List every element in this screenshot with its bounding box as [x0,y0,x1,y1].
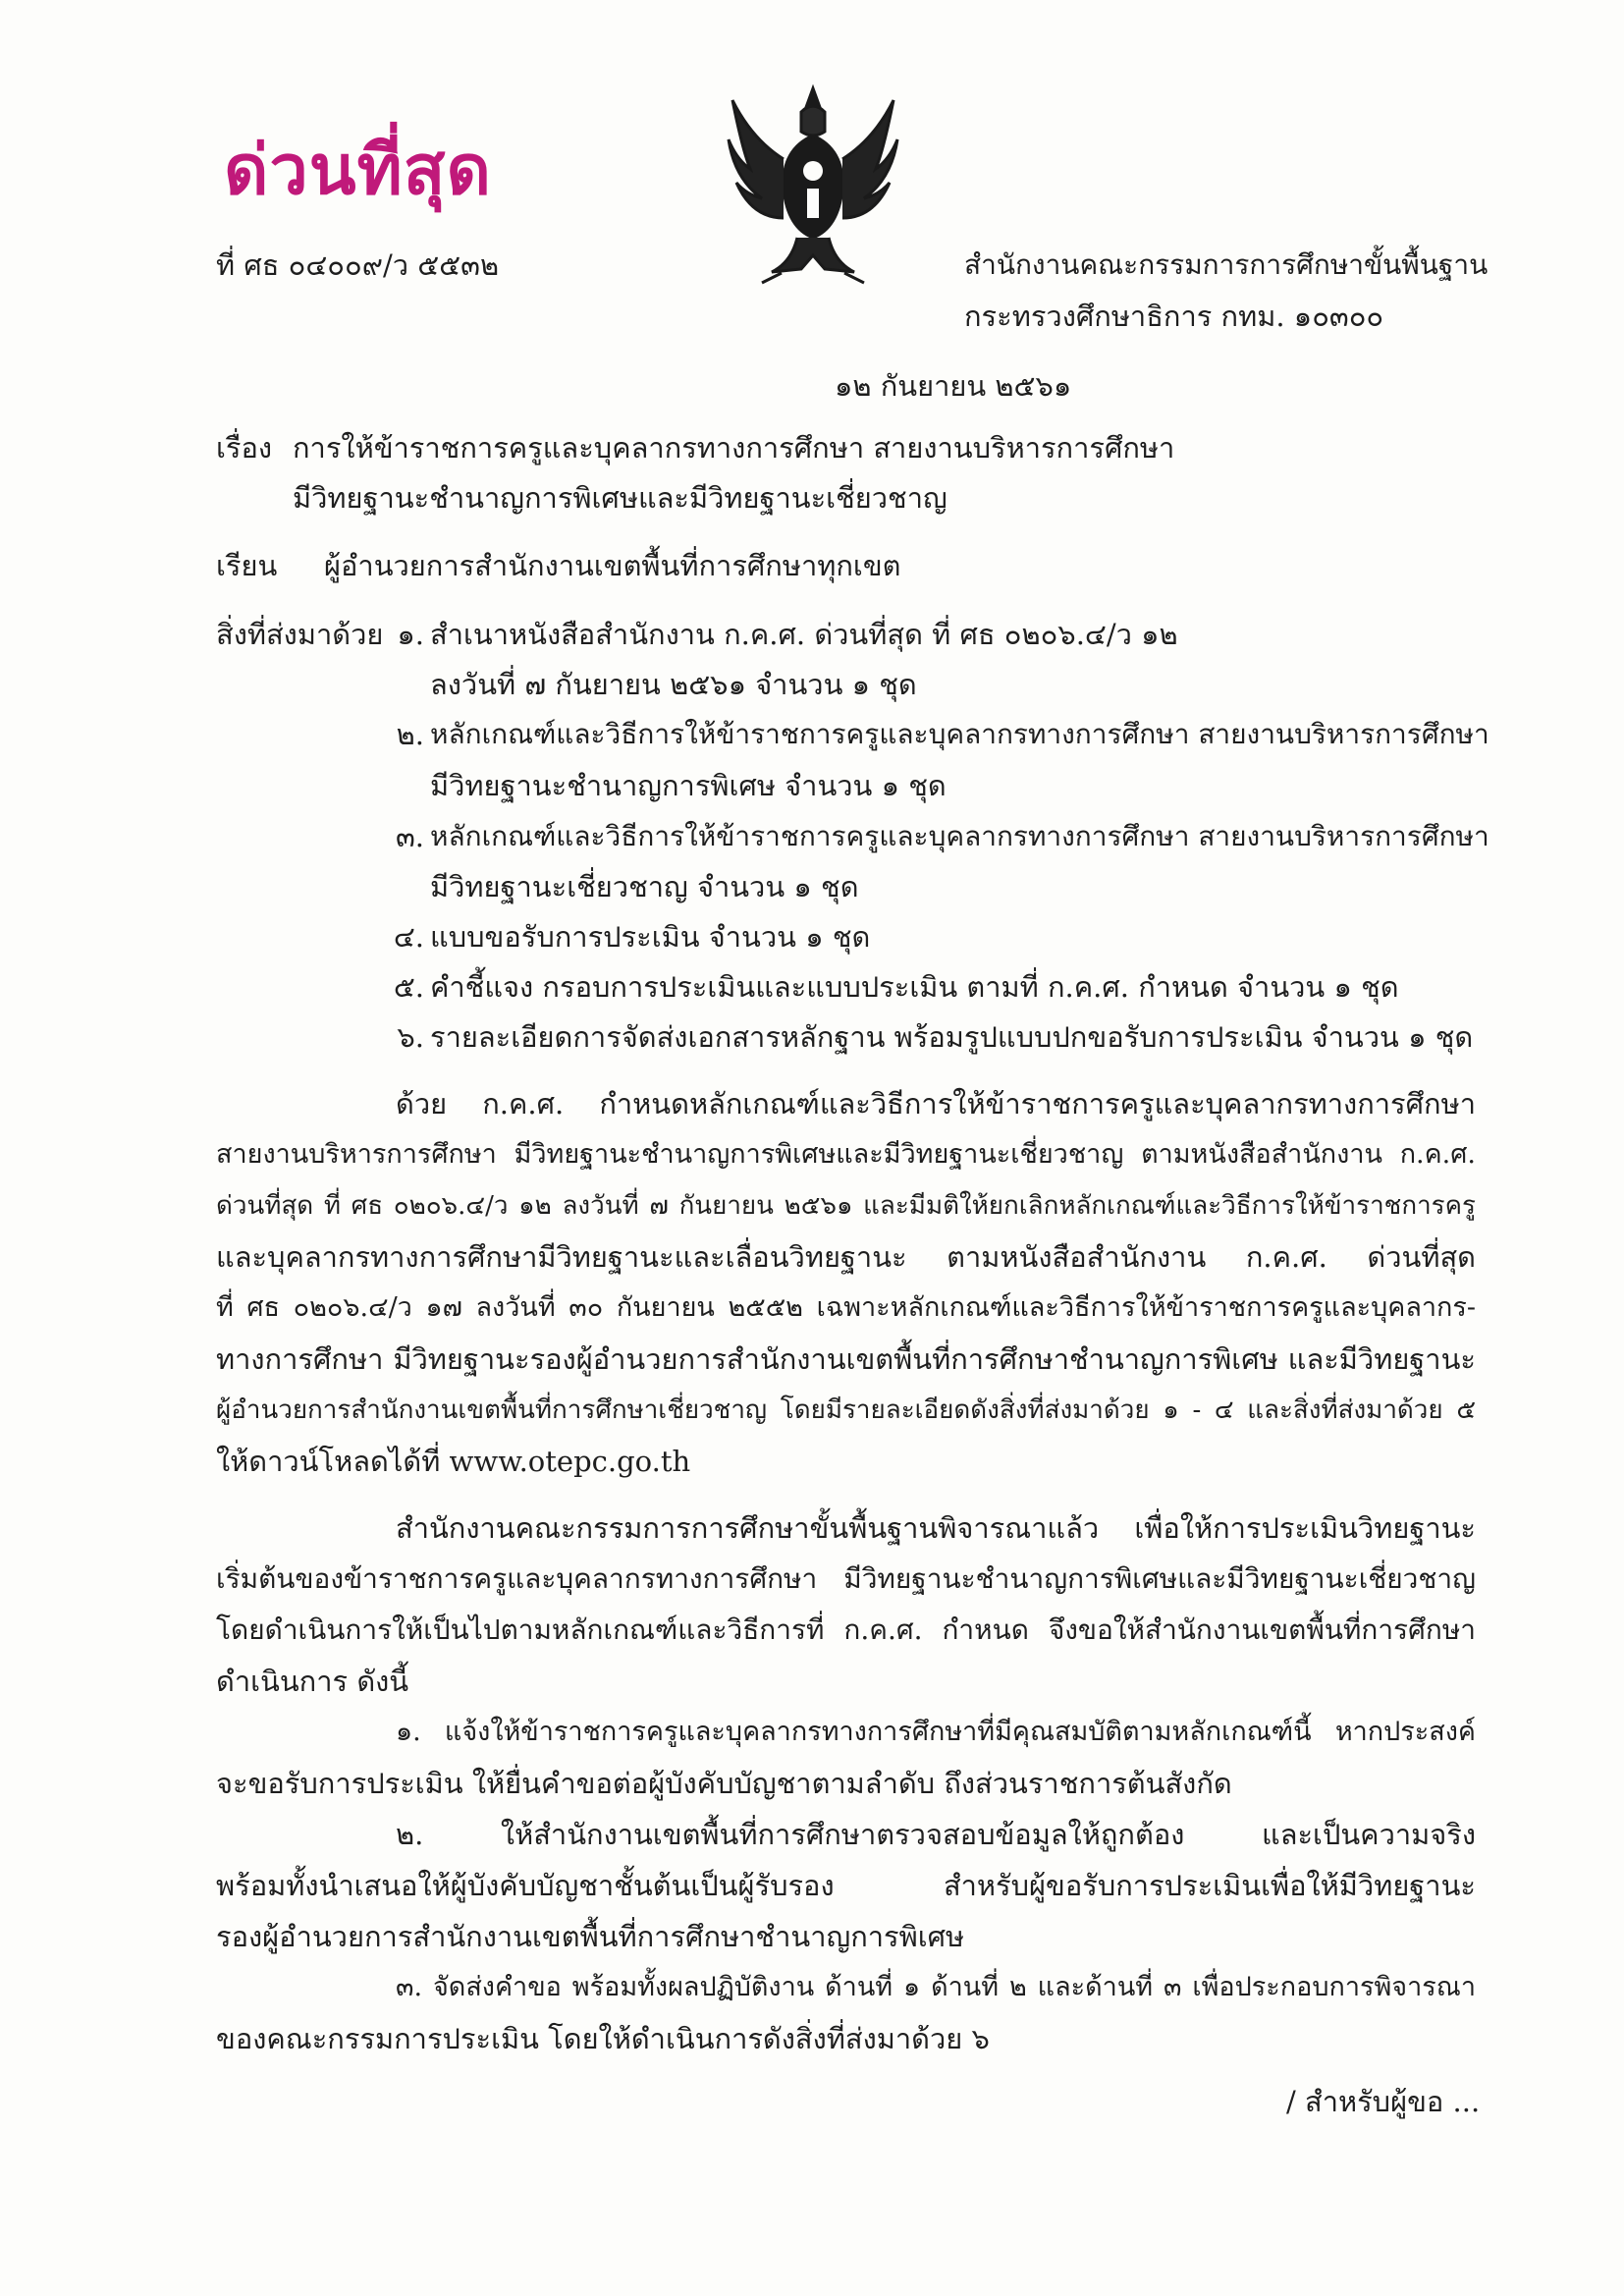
organization-name: สำนักงานคณะกรรมการการศึกษาขั้นพื้นฐาน [964,248,1489,281]
enclosure-text: คำชี้แจง กรอบการประเมินและแบบประเมิน ตามที่ ก.ค.ศ. กำหนด จำนวน ๑ ชุด [430,970,1399,1004]
continuation-note: / สำหรับผู้ขอ ... [1286,2085,1481,2118]
enclosure-text: แบบขอรับการประเมิน จำนวน ๑ ชุด [430,920,871,954]
enclosure-number: ๒. [396,718,424,751]
action-item-line: พร้อมทั้งนำเสนอให้ผู้บังคับบัญชาชั้นต้นเป็นผู้รับรอง สำหรับผู้ขอรับการประเมินเพื่อให้มีวิทยฐานะ [216,1869,1476,1902]
enclosures-label: สิ่งที่ส่งมาด้วย [216,618,384,651]
subject-line-2: มีวิทยฐานะชำนาญการพิเศษและมีวิทยฐานะเชี่ยวชาญ [293,481,947,515]
enclosure-text: สำเนาหนังสือสำนักงาน ก.ค.ศ. ด่วนที่สุด ที่ ศธ ๐๒๐๖.๔/ว ๑๒ [430,618,1178,651]
paragraph-line: ที่ ศธ ๐๒๐๖.๔/ว ๑๗ ลงวันที่ ๓๐ กันยายน ๒๕๕๒ เฉพาะหลักเกณฑ์และวิธีการให้ข้าราชการครูและบุคลากร- [216,1292,1476,1323]
enclosure-number: ๓. [395,820,424,853]
document-date: ๑๒ กันยายน ๒๕๖๑ [835,369,1072,403]
action-item-line: จะขอรับการประเมิน ให้ยื่นคำขอต่อผู้บังคับบัญชาตามลำดับ ถึงส่วนราชการต้นสังกัด [216,1767,1232,1800]
paragraph-line: ด่วนที่สุด ที่ ศธ ๐๒๐๖.๔/ว ๑๒ ลงวันที่ ๗ กันยายน ๒๕๖๑ และมีมติให้ยกเลิกหลักเกณฑ์และวิธีการให้ข้าราชการครู [216,1191,1476,1221]
enclosure-number: ๔. [393,920,424,954]
action-item-line: รองผู้อำนวยการสำนักงานเขตพื้นที่การศึกษาชำนาญการพิเศษ [216,1920,965,1953]
enclosure-text: รายละเอียดการจัดส่งเอกสารหลักฐาน พร้อมรูปแบบปกขอรับการประเมิน จำนวน ๑ ชุด [430,1020,1474,1054]
paragraph-line: เริ่มต้นของข้าราชการครูและบุคลากรทางการศึกษา มีวิทยฐานะชำนาญการพิเศษและมีวิทยฐานะเชี่ยวชาญ [216,1562,1476,1595]
paragraph-line: สำนักงานคณะกรรมการการศึกษาขั้นพื้นฐานพิจารณาแล้ว เพื่อให้การประเมินวิทยฐานะ [396,1511,1476,1545]
action-item-line: ๑. แจ้งให้ข้าราชการครูและบุคลากรทางการศึกษาที่มีคุณสมบัติตามหลักเกณฑ์นี้ หากประสงค์ [396,1717,1476,1747]
action-item-line: ๒. ให้สำนักงานเขตพื้นที่การศึกษาตรวจสอบข้อมูลให้ถูกต้อง และเป็นความจริง [396,1818,1476,1851]
paragraph-line: ด้วย ก.ค.ศ. กำหนดหลักเกณฑ์และวิธีการให้ข้าราชการครูและบุคลากรทางการศึกษา [396,1087,1476,1121]
paragraph-line: ให้ดาวน์โหลดได้ที่ www.otepc.go.th [216,1445,691,1478]
paragraph-line: ทางการศึกษา มีวิทยฐานะรองผู้อำนวยการสำนักงานเขตพื้นที่การศึกษาชำนาญการพิเศษ และมีวิทยฐานะ [216,1342,1476,1376]
enclosure-text: หลักเกณฑ์และวิธีการให้ข้าราชการครูและบุคลากรทางการศึกษา สายงานบริหารการศึกษา [430,718,1489,750]
enclosure-text: มีวิทยฐานะเชี่ยวชาญ จำนวน ๑ ชุด [430,870,859,903]
garuda-emblem-icon [723,81,903,287]
action-item-line: ของคณะกรรมการประเมิน โดยให้ดำเนินการดังสิ่งที่ส่งมาด้วย ๖ [216,2022,990,2055]
organization-address: กระทรวงศึกษาธิการ กทม. ๑๐๓๐๐ [964,300,1384,333]
subject-label: เรื่อง [216,431,273,465]
urgency-stamp: ด่วนที่สุด [224,130,492,210]
subject-line-1: การให้ข้าราชการครูและบุคลากรทางการศึกษา สายงานบริหารการศึกษา [293,431,1175,465]
enclosure-number: ๖. [397,1020,424,1054]
paragraph-line: และบุคลากรทางการศึกษามีวิทยฐานะและเลื่อนวิทยฐานะ ตามหนังสือสำนักงาน ก.ค.ศ. ด่วนที่สุด [216,1240,1476,1274]
enclosure-number: ๕. [393,970,424,1004]
paragraph-line: สายงานบริหารการศึกษา มีวิทยฐานะชำนาญการพิเศษและมีวิทยฐานะเชี่ยวชาญ ตามหนังสือสำนักงาน ก.ค.ศ. [216,1139,1476,1170]
enclosure-text: ลงวันที่ ๗ กันยายน ๒๕๖๑ จำนวน ๑ ชุด [430,668,917,701]
paragraph-line: ดำเนินการ ดังนี้ [216,1665,409,1698]
recipient: ผู้อำนวยการสำนักงานเขตพื้นที่การศึกษาทุกเขต [324,549,901,582]
enclosure-text: หลักเกณฑ์และวิธีการให้ข้าราชการครูและบุคลากรทางการศึกษา สายงานบริหารการศึกษา [430,820,1489,852]
enclosure-text: มีวิทยฐานะชำนาญการพิเศษ จำนวน ๑ ชุด [430,769,947,802]
reference-number: ที่ ศธ ๐๔๐๐๙/ว ๕๕๓๒ [216,248,500,282]
enclosure-number: ๑. [397,618,424,651]
paragraph-line: โดยดำเนินการให้เป็นไปตามหลักเกณฑ์และวิธีการที่ ก.ค.ศ. กำหนด จึงขอให้สำนักงานเขตพื้นที่การศึกษา [216,1613,1476,1646]
recipient-label: เรียน [216,549,278,582]
paragraph-line: ผู้อำนวยการสำนักงานเขตพื้นที่การศึกษาเชี่ยวชาญ โดยมีรายละเอียดดังสิ่งที่ส่งมาด้วย ๑ - ๔ และสิ่งที่ส่งมาด้วย ๕ [216,1395,1476,1425]
action-item-line: ๓. จัดส่งคำขอ พร้อมทั้งผลปฏิบัติงาน ด้านที่ ๑ ด้านที่ ๒ และด้านที่ ๓ เพื่อประกอบการพิจารณา [396,1972,1476,2002]
